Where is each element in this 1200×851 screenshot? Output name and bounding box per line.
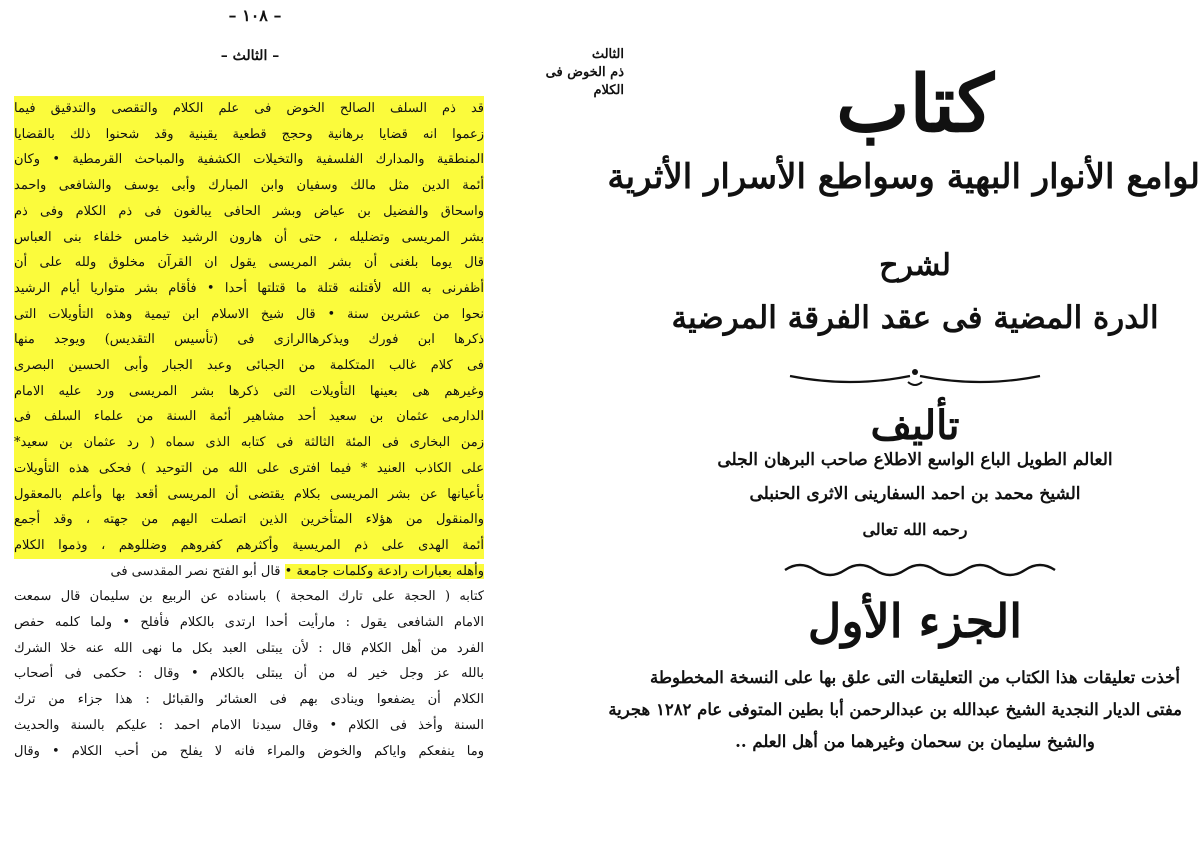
text-line: السنة وأخذ فى الكلام • وقال سيدنا الامام احمد : عليكم بالسنة والحديث <box>14 717 484 733</box>
ornament-divider-icon <box>780 366 1050 390</box>
highlighted-text-line: أئمة الهدى على ذم المريسية وأكثرهم كفروهم وضللوهم ، وذموا الكلام <box>14 533 484 559</box>
highlighted-text-line: وغيرهم هى بعينها التأويلات التى ذكرها بشر المريسى ورد عليه الامام <box>14 379 484 405</box>
commented-work-title: الدرة المضية فى عقد الفرقة المرضية <box>671 300 1159 336</box>
margin-note-line: الثالث <box>591 47 624 62</box>
highlighted-text-line: فى كلام غالب المتكلمة من الجبائى وعبد الجبار وأبى الحسين البصرى <box>14 353 484 379</box>
body-text <box>14 96 484 764</box>
highlighted-text-line: والمنقول من هؤلاء المتأخرين الذين اتصلت اليهم من جهته ، وقد أجمع <box>14 507 484 533</box>
highlighted-text-line: بشر المريسى وتضليله ، حتى أن هارون الرشيد خامس خلفاء بنى العباس <box>14 225 484 251</box>
highlighted-text-line: ذكرها ابن فورك ويذكرهاالرازى فى (تأسيس التقديس) ويوجد منها <box>14 327 484 353</box>
highlighted-text-line: زمن البخارى فى المئة الثالثة فى كتابه الذى سماه ( رد عثمان بن سعيد* <box>14 430 484 456</box>
book-title: لوامع الأنوار البهية وسواطع الأسرار الأثرية <box>607 157 1200 197</box>
highlighted-text-line: المنطقية والمدارك الفلسفية والتخيلات الكشفية والمباحث القرمطية • وكان <box>14 147 484 173</box>
highlighted-text-line: قال يوما بلغنى أن بشر المريسى يقول ان القرآن مخلوق ولله على أن <box>14 250 484 276</box>
section-header: – الثالث – <box>220 48 280 64</box>
highlighted-text-segment: وأهله بعبارات رادعة وكلمات جامعة • <box>284 563 484 579</box>
text-line: الفرد من أهل الكلام قال : لأن يبتلى العبد بكل ما نهى الله عنه خلا الشرك <box>14 640 484 656</box>
edition-note-line: والشيخ سليمان بن سحمان وغيرهما من أهل العلم .. <box>735 732 1095 751</box>
author-description: العالم الطويل الباع الواسع الاطلاع صاحب البرهان الجلى <box>717 450 1113 470</box>
highlighted-text-line: زعموا انه قضايا برهانية وحجج قطعية يقينية وقد شحنوا ذلك بالقضايا <box>14 122 484 148</box>
highlighted-text-line: نحوا من عشرين سنة • قال شيخ الاسلام ابن تيمية وهذه التأويلات التى <box>14 302 484 328</box>
volume-title: الجزء الأول <box>807 594 1023 648</box>
authorship-label: تأليف <box>870 402 960 449</box>
highlighted-text-line: أئمة الدين مثل مالك وسفيان وابن المبارك وأبى يوسف والشافعى واحمد <box>14 173 484 199</box>
page-number: – ١٠٨ – <box>228 6 282 25</box>
wavy-divider-icon <box>780 556 1060 582</box>
highlighted-text-line: واسحاق والفضيل بن عياض وبشر الحافى يبالغون فى ذم الكلام وفى ذم <box>14 199 484 225</box>
mixed-text-line <box>14 559 484 585</box>
margin-note-line: ذم الخوض فى <box>545 65 624 80</box>
text-line: بالله عز وجل خير له من أن يبتلى بالكلام • وقال : حكمى فى أصحاب <box>14 666 484 682</box>
book-label: كتاب <box>836 59 994 150</box>
text-segment: قال أبو الفتح نصر المقدسى فى <box>110 563 285 579</box>
highlighted-text-line: أظفرنى به الله لأقتلنه قتلة ما قتلتها أحدا • فأقام بشر متواريا أيام الرشيد <box>14 276 484 302</box>
text-line: وما ينفعكم واياكم والخوض والمراء فانه لا يفلح من أحب الكلام • وقال <box>14 743 484 759</box>
edition-note-line: أخذت تعليقات هذا الكتاب من التعليقات التى علق بها على النسخة المخطوطة <box>650 668 1180 687</box>
highlighted-text-line: بأعيانها عن بشر المريسى بكلام يقتضى أن المريسى أقعد بها وأعلم بالمعقول <box>14 482 484 508</box>
text-line: الكلام أن يضفعوا وينادى بهم فى العشائر والقبائل : هذا جزاء من ترك <box>14 692 484 708</box>
margin-note <box>532 46 624 100</box>
highlighted-text-line: على الكاذب العنيد * فيما افترى على الله من التوحيد ) فحكى هذه التأويلات <box>14 456 484 482</box>
text-line: الامام الشافعى يقول : مارأيت أحدا ارتدى بالكلام فأفلح • ولما كلمه حفص <box>14 615 484 631</box>
commentary-label: لشرح <box>879 248 951 283</box>
highlighted-text-line: قد ذم السلف الصالح الخوض فى علم الكلام والتقصى والتدقيق فيما <box>14 96 484 122</box>
author-name: الشيخ محمد بن احمد السفارينى الاثرى الحنبلى <box>749 484 1081 504</box>
highlighted-text-line: الدارمى عثمان بن سعيد أحد مشاهير أئمة السنة من علماء السلف فى <box>14 404 484 430</box>
edition-note-line: مفتى الديار النجدية الشيخ عبدالله بن عبدالرحمن أبا بطين المتوفى عام ١٢٨٢ هجرية <box>608 700 1182 719</box>
text-line: كتابه ( الحجة على تارك المحجة ) باسناده عن الربيع بن سليمان قال سمعت <box>14 589 484 605</box>
margin-note-line: الكلام <box>593 83 624 98</box>
author-prayer: رحمه الله تعالى <box>862 520 968 539</box>
